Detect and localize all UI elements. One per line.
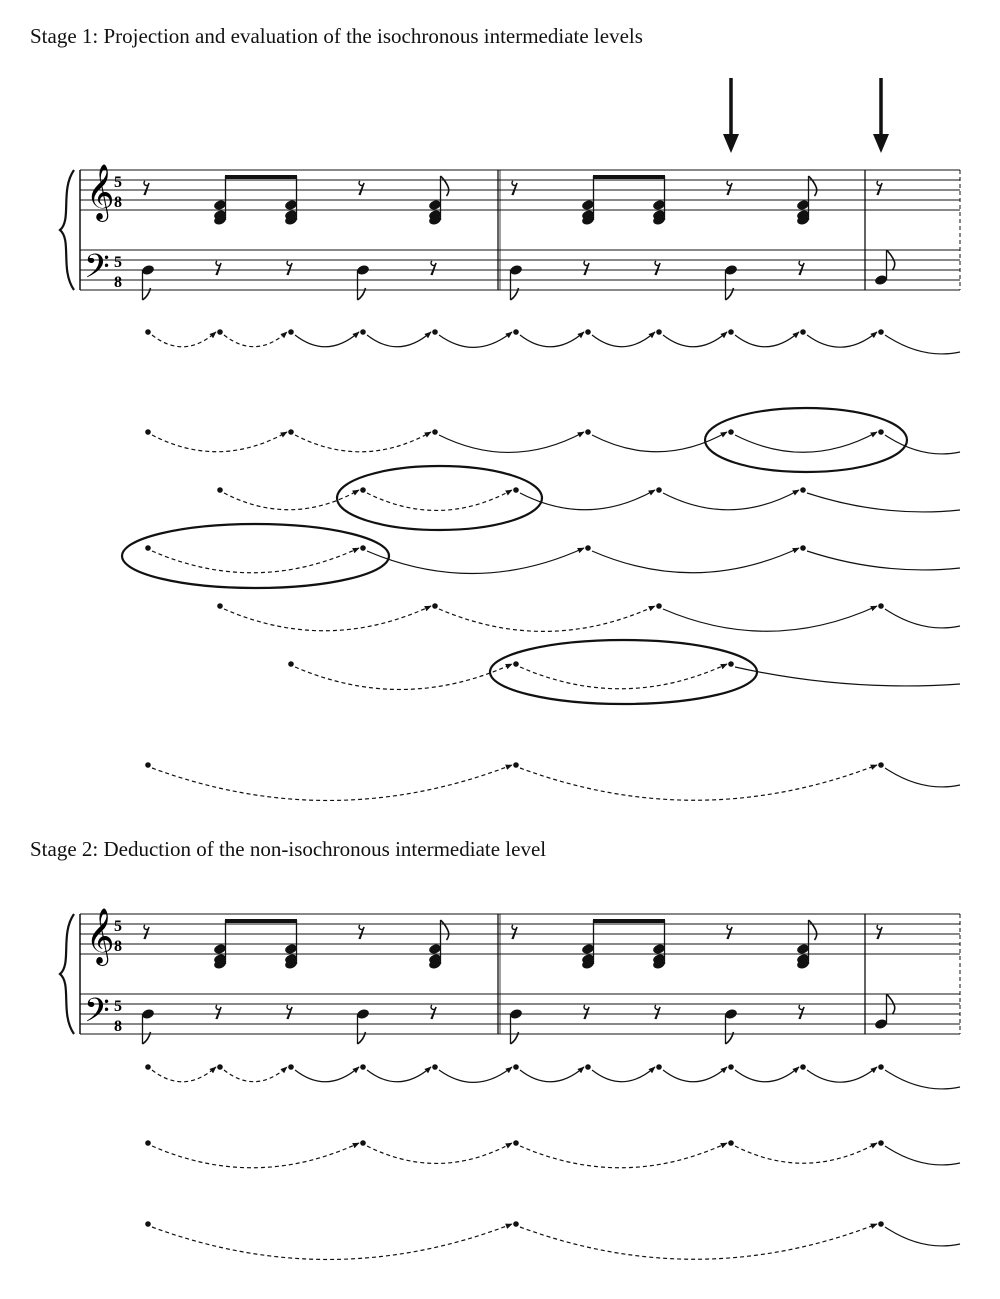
beat-dot (585, 429, 591, 435)
eighth-rest (216, 1005, 221, 1019)
dashed-arc (152, 1224, 512, 1259)
eighth-rest (655, 261, 660, 275)
eighth-rest (216, 261, 221, 275)
chord (796, 176, 810, 226)
beat-dot (656, 487, 662, 493)
chord (581, 920, 595, 970)
beat-dot (288, 429, 294, 435)
stage1-heading: Stage 1: Projection and evaluation of the isochronous intermediate levels (30, 24, 643, 48)
eighth-rest (584, 1005, 589, 1019)
solid-arc (807, 332, 877, 347)
eighth-rest (877, 925, 882, 939)
down-arrow-head (873, 134, 889, 153)
down-arrow-head (723, 134, 739, 153)
solid-arc (592, 1067, 655, 1082)
beat-dot (728, 329, 734, 335)
beat-dot (513, 1221, 519, 1227)
solid-arc (735, 432, 877, 452)
beat-dot (656, 1064, 662, 1070)
beat-dot (360, 545, 366, 551)
dashed-arc (439, 606, 655, 631)
level-triple-c (288, 661, 960, 689)
beam (225, 175, 297, 179)
beat-dot (217, 487, 223, 493)
time-signature-numerator: 5 (114, 998, 122, 1015)
eighth-rest (584, 261, 589, 275)
bass-clef: 𝄢 (84, 992, 110, 1038)
level-dotted-quarter-b (217, 487, 960, 512)
beat-dot (878, 1221, 884, 1227)
beat-dot (513, 487, 519, 493)
beat-dot (878, 603, 884, 609)
beat-dot (513, 762, 519, 768)
time-signature-numerator: 5 (114, 174, 122, 191)
beat-dot (585, 329, 591, 335)
time-signature-numerator: 5 (114, 254, 122, 271)
level-measure-2 (145, 1221, 960, 1259)
highlight-ellipse (337, 466, 542, 530)
pulse-level-stage2 (145, 1064, 960, 1089)
time-signature-numerator: 5 (114, 918, 122, 935)
level-triple-b (217, 603, 960, 631)
eighth-rest (512, 181, 517, 195)
beat-dot (728, 661, 734, 667)
beat-dot (878, 762, 884, 768)
dashed-arc (295, 432, 431, 452)
beat-dot (145, 429, 151, 435)
continuation-arc (885, 1070, 960, 1089)
eighth-rest (799, 261, 804, 275)
score-system (60, 164, 960, 300)
beat-dot (360, 329, 366, 335)
solid-arc (735, 332, 799, 347)
eighth-rest (655, 1005, 660, 1019)
treble-clef: 𝄞 (86, 164, 115, 220)
time-signature-denominator: 8 (114, 1018, 122, 1035)
solid-arc (663, 332, 727, 347)
dashed-arc (152, 432, 287, 452)
dashed-arc (520, 1224, 877, 1259)
solid-arc (295, 332, 359, 347)
beat-dot (217, 329, 223, 335)
eighth-rest (287, 261, 292, 275)
eighth-rest (144, 925, 149, 939)
solid-arc (295, 1067, 359, 1082)
continuation-arc (885, 768, 960, 787)
beat-dot (217, 603, 223, 609)
beat-dot (656, 329, 662, 335)
beat-dot (585, 545, 591, 551)
time-signature-denominator: 8 (114, 274, 122, 291)
chord (213, 176, 227, 226)
beat-dot (800, 545, 806, 551)
dashed-arc (152, 1143, 359, 1168)
dashed-arc (295, 664, 512, 689)
beat-dot (728, 1140, 734, 1146)
beat-dot (145, 762, 151, 768)
beat-dot (360, 1140, 366, 1146)
beat-dot (800, 487, 806, 493)
beat-dot (513, 329, 519, 335)
chord (284, 920, 298, 970)
dashed-arc (367, 1143, 512, 1163)
beat-dot (513, 1140, 519, 1146)
chord (428, 920, 442, 970)
eighth-rest (512, 925, 517, 939)
flag (809, 920, 817, 940)
bass-clef: 𝄢 (84, 248, 110, 294)
solid-arc (520, 332, 584, 347)
chord (428, 176, 442, 226)
beat-dot (800, 1064, 806, 1070)
beat-dot (585, 1064, 591, 1070)
beam (225, 919, 297, 923)
beat-dot (145, 1064, 151, 1070)
beat-dot (432, 1064, 438, 1070)
dashed-arc (520, 1143, 727, 1168)
dashed-arc (152, 1067, 216, 1082)
time-signature-denominator: 8 (114, 194, 122, 211)
brace (60, 170, 74, 290)
dashed-arc (520, 765, 877, 800)
dashed-arc (224, 606, 431, 631)
chord (652, 176, 666, 226)
solid-arc (592, 548, 799, 573)
time-signature-denominator: 8 (114, 938, 122, 955)
beat-dot (288, 661, 294, 667)
chord (796, 920, 810, 970)
beat-dot (800, 329, 806, 335)
level-dotted-quarter-a (145, 429, 960, 454)
beat-dot (728, 429, 734, 435)
beat-dot (513, 1064, 519, 1070)
eighth-rest (431, 261, 436, 275)
solid-arc (592, 332, 655, 347)
eighth-rest (799, 1005, 804, 1019)
beat-dot (878, 1140, 884, 1146)
beat-dot (145, 1221, 151, 1227)
dashed-arc (224, 1067, 287, 1082)
dashed-arc (152, 765, 512, 800)
eighth-rest (727, 181, 732, 195)
dashed-arc (735, 1143, 877, 1163)
pulse-level-stage1 (145, 329, 960, 354)
continuation-arc (885, 1227, 960, 1246)
highlight-ellipse (490, 640, 757, 704)
treble-clef: 𝄞 (86, 908, 115, 964)
brace (60, 914, 74, 1034)
highlight-ellipse (122, 524, 389, 588)
beat-dot (217, 1064, 223, 1070)
dashed-arc (520, 664, 727, 689)
continuation-arc (807, 551, 960, 570)
level-non-isochronous (145, 1140, 960, 1168)
solid-arc (663, 1067, 727, 1082)
solid-arc (367, 332, 431, 347)
eighth-rest (727, 925, 732, 939)
eighth-rest (144, 181, 149, 195)
beam (593, 919, 665, 923)
solid-arc (735, 1067, 799, 1082)
flag (809, 176, 817, 196)
beat-dot (656, 603, 662, 609)
continuation-arc (885, 335, 960, 354)
beat-dot (360, 487, 366, 493)
beat-dot (878, 429, 884, 435)
dashed-arc (224, 332, 287, 347)
dashed-arc (152, 332, 216, 347)
beat-dot (432, 603, 438, 609)
chord (652, 920, 666, 970)
beat-dot (145, 545, 151, 551)
continuation-arc (735, 667, 960, 686)
chord (284, 176, 298, 226)
eighth-rest (877, 181, 882, 195)
continuation-arc (807, 493, 960, 512)
solid-arc (663, 606, 877, 631)
flag (441, 176, 449, 196)
score-system (60, 908, 960, 1044)
highlight-ellipse (705, 408, 907, 472)
eighth-rest (359, 925, 364, 939)
beam (593, 175, 665, 179)
dashed-arc (152, 548, 359, 573)
flag (441, 920, 449, 940)
solid-arc (439, 332, 512, 347)
level-triple-a (145, 545, 960, 573)
level-measure (145, 762, 960, 800)
solid-arc (439, 432, 584, 452)
solid-arc (439, 1067, 512, 1082)
beat-dot (432, 429, 438, 435)
beat-dot (145, 329, 151, 335)
beat-dot (432, 329, 438, 335)
beat-dot (878, 1064, 884, 1070)
continuation-arc (885, 1146, 960, 1165)
beat-dot (288, 1064, 294, 1070)
stage2-heading: Stage 2: Deduction of the non-isochronous intermediate level (30, 837, 547, 861)
continuation-arc (885, 609, 960, 628)
solid-arc (367, 548, 584, 573)
eighth-rest (359, 181, 364, 195)
beat-dot (728, 1064, 734, 1070)
solid-arc (807, 1067, 877, 1082)
eighth-rest (431, 1005, 436, 1019)
continuation-arc (885, 435, 960, 454)
beat-dot (878, 329, 884, 335)
chord (213, 920, 227, 970)
solid-arc (367, 1067, 431, 1082)
solid-arc (520, 1067, 584, 1082)
solid-arc (663, 490, 799, 510)
beat-dot (288, 329, 294, 335)
dashed-arc (367, 490, 512, 510)
beat-dot (360, 1064, 366, 1070)
beat-dot (513, 661, 519, 667)
beat-dot (145, 1140, 151, 1146)
eighth-rest (287, 1005, 292, 1019)
chord (581, 176, 595, 226)
